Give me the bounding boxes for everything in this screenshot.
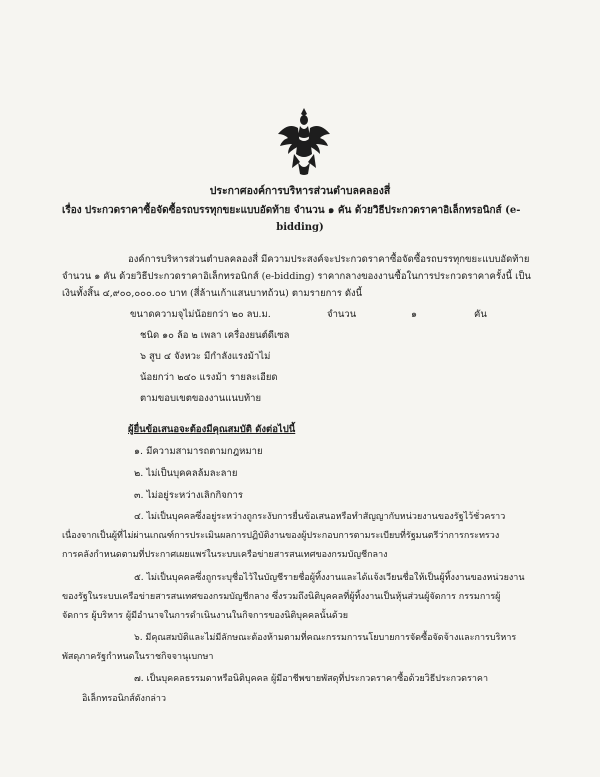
- qualifications-heading: ผู้ยื่นข้อเสนอจะต้องมีคุณสมบัติ ดังต่อไปนี้: [128, 424, 296, 435]
- subject-line-1: [62, 205, 520, 217]
- qualification-2: ๒. ไม่เป็นบุคคลล้มละลาย: [134, 468, 238, 479]
- garuda-emblem-icon: [276, 106, 332, 176]
- item-qty: ๑: [411, 309, 418, 320]
- item-qty-label: จำนวน: [327, 309, 357, 320]
- subject-line-2: bidding): [276, 222, 324, 233]
- qualification-7-line-2: อิเล็กทรอนิกส์ดังกล่าว: [82, 694, 167, 704]
- qualification-4-line-3: การคลังกำหนดตามที่ประกาศเผยแพร่ในระบบเครือข่ายสารสนเทศของกรมบัญชีกลาง: [62, 550, 388, 560]
- qualification-1: ๑. มีความสามารถตามกฎหมาย: [134, 446, 263, 457]
- qualification-4-line-1: ๔. ไม่เป็นบุคคลซึ่งอยู่ระหว่างถูกระงับการยื่นข้อเสนอหรือทำสัญญากับหน่วยงานของรัฐไว้ชั่วคราว: [134, 512, 506, 522]
- qualification-6-line-2: พัสดุภาครัฐกำหนดในราชกิจจานุเบกษา: [62, 652, 214, 662]
- qualification-5-line-3: จัดการ ผู้บริหาร ผู้มีอำนาจในการดำเนินงานในกิจการของนิติบุคคลนั้นด้วย: [62, 611, 349, 621]
- qualification-6-line-1: ๖. มีคุณสมบัติและไม่มีลักษณะต้องห้ามตามที่คณะกรรมการนโยบายการจัดซื้อจัดจ้างและการบริหาร: [134, 633, 517, 643]
- subject-label: เรื่อง: [62, 205, 82, 216]
- item-line-4: น้อยกว่า ๒๔๐ แรงม้า รายละเอียด: [140, 372, 278, 383]
- org-title: ประกาศองค์การบริหารส่วนตำบลคลองสี่: [209, 185, 391, 197]
- qualification-3: ๓. ไม่อยู่ระหว่างเลิกกิจการ: [134, 490, 243, 501]
- intro-line-3: เงินทั้งสิ้น ๔,๙๐๐,๐๐๐.๐๐ บาท (สี่ล้านเก้าแสนบาทถ้วน) ตามรายการ ดังนี้: [62, 288, 363, 299]
- item-line-1: ขนาดความจุไม่น้อยกว่า ๒๐ ลบ.ม.: [130, 309, 271, 320]
- qualification-4-line-2: เนื่องจากเป็นผู้ที่ไม่ผ่านเกณฑ์การประเมินผลการปฏิบัติงานของผู้ประกอบการตามระเบียบที่รัฐมนตรีว่าการกระทรวง: [62, 531, 500, 541]
- qualification-5-line-1: ๕. ไม่เป็นบุคคลซึ่งถูกระบุชื่อไว้ในบัญชีรายชื่อผู้ทิ้งงานและได้แจ้งเวียนชื่อให้เป็นผู้ทิ้งงานของหน่วยงาน: [134, 573, 525, 583]
- qualification-5-line-2: ของรัฐในระบบเครือข่ายสารสนเทศของกรมบัญชีกลาง ซึ่งรวมถึงนิติบุคคลที่ผู้ทิ้งงานเป็นหุ้นส่วนผู้จัดการ กรรมการผู้: [62, 592, 501, 602]
- intro-line-2: จำนวน ๑ คัน ด้วยวิธีประกวดราคาอิเล็กทรอนิกส์ (e-bidding) ราคากลางของงานซื้อในการประกวดราคาครั้งนี้ เป็น: [62, 271, 531, 282]
- subject-text: ประกวดราคาซื้อจัดซื้อรถบรรทุกขยะแบบอัดท้าย จำนวน ๑ คัน ด้วยวิธีประกวดราคาอิเล็กทรอนิกส์ (e-: [84, 205, 521, 216]
- item-line-2: ชนิด ๑๐ ล้อ ๒ เพลา เครื่องยนต์ดีเซล: [140, 330, 290, 341]
- item-unit: คัน: [474, 309, 487, 320]
- qualification-7-line-1: ๗. เป็นบุคคลธรรมดาหรือนิติบุคคล ผู้มีอาชีพขายพัสดุที่ประกวดราคาซื้อด้วยวิธีประกวดราคา: [134, 674, 488, 684]
- item-line-5: ตามขอบเขตของงานแนบท้าย: [140, 393, 262, 404]
- item-line-3: ๖ สูบ ๔ จังหวะ มีกำลังแรงม้าไม่: [140, 351, 271, 362]
- intro-line-1: องค์การบริหารส่วนตำบลคลองสี่ มีความประสงค์จะประกวดราคาซื้อจัดซื้อรถบรรทุกขยะแบบอัดท้าย: [128, 254, 530, 265]
